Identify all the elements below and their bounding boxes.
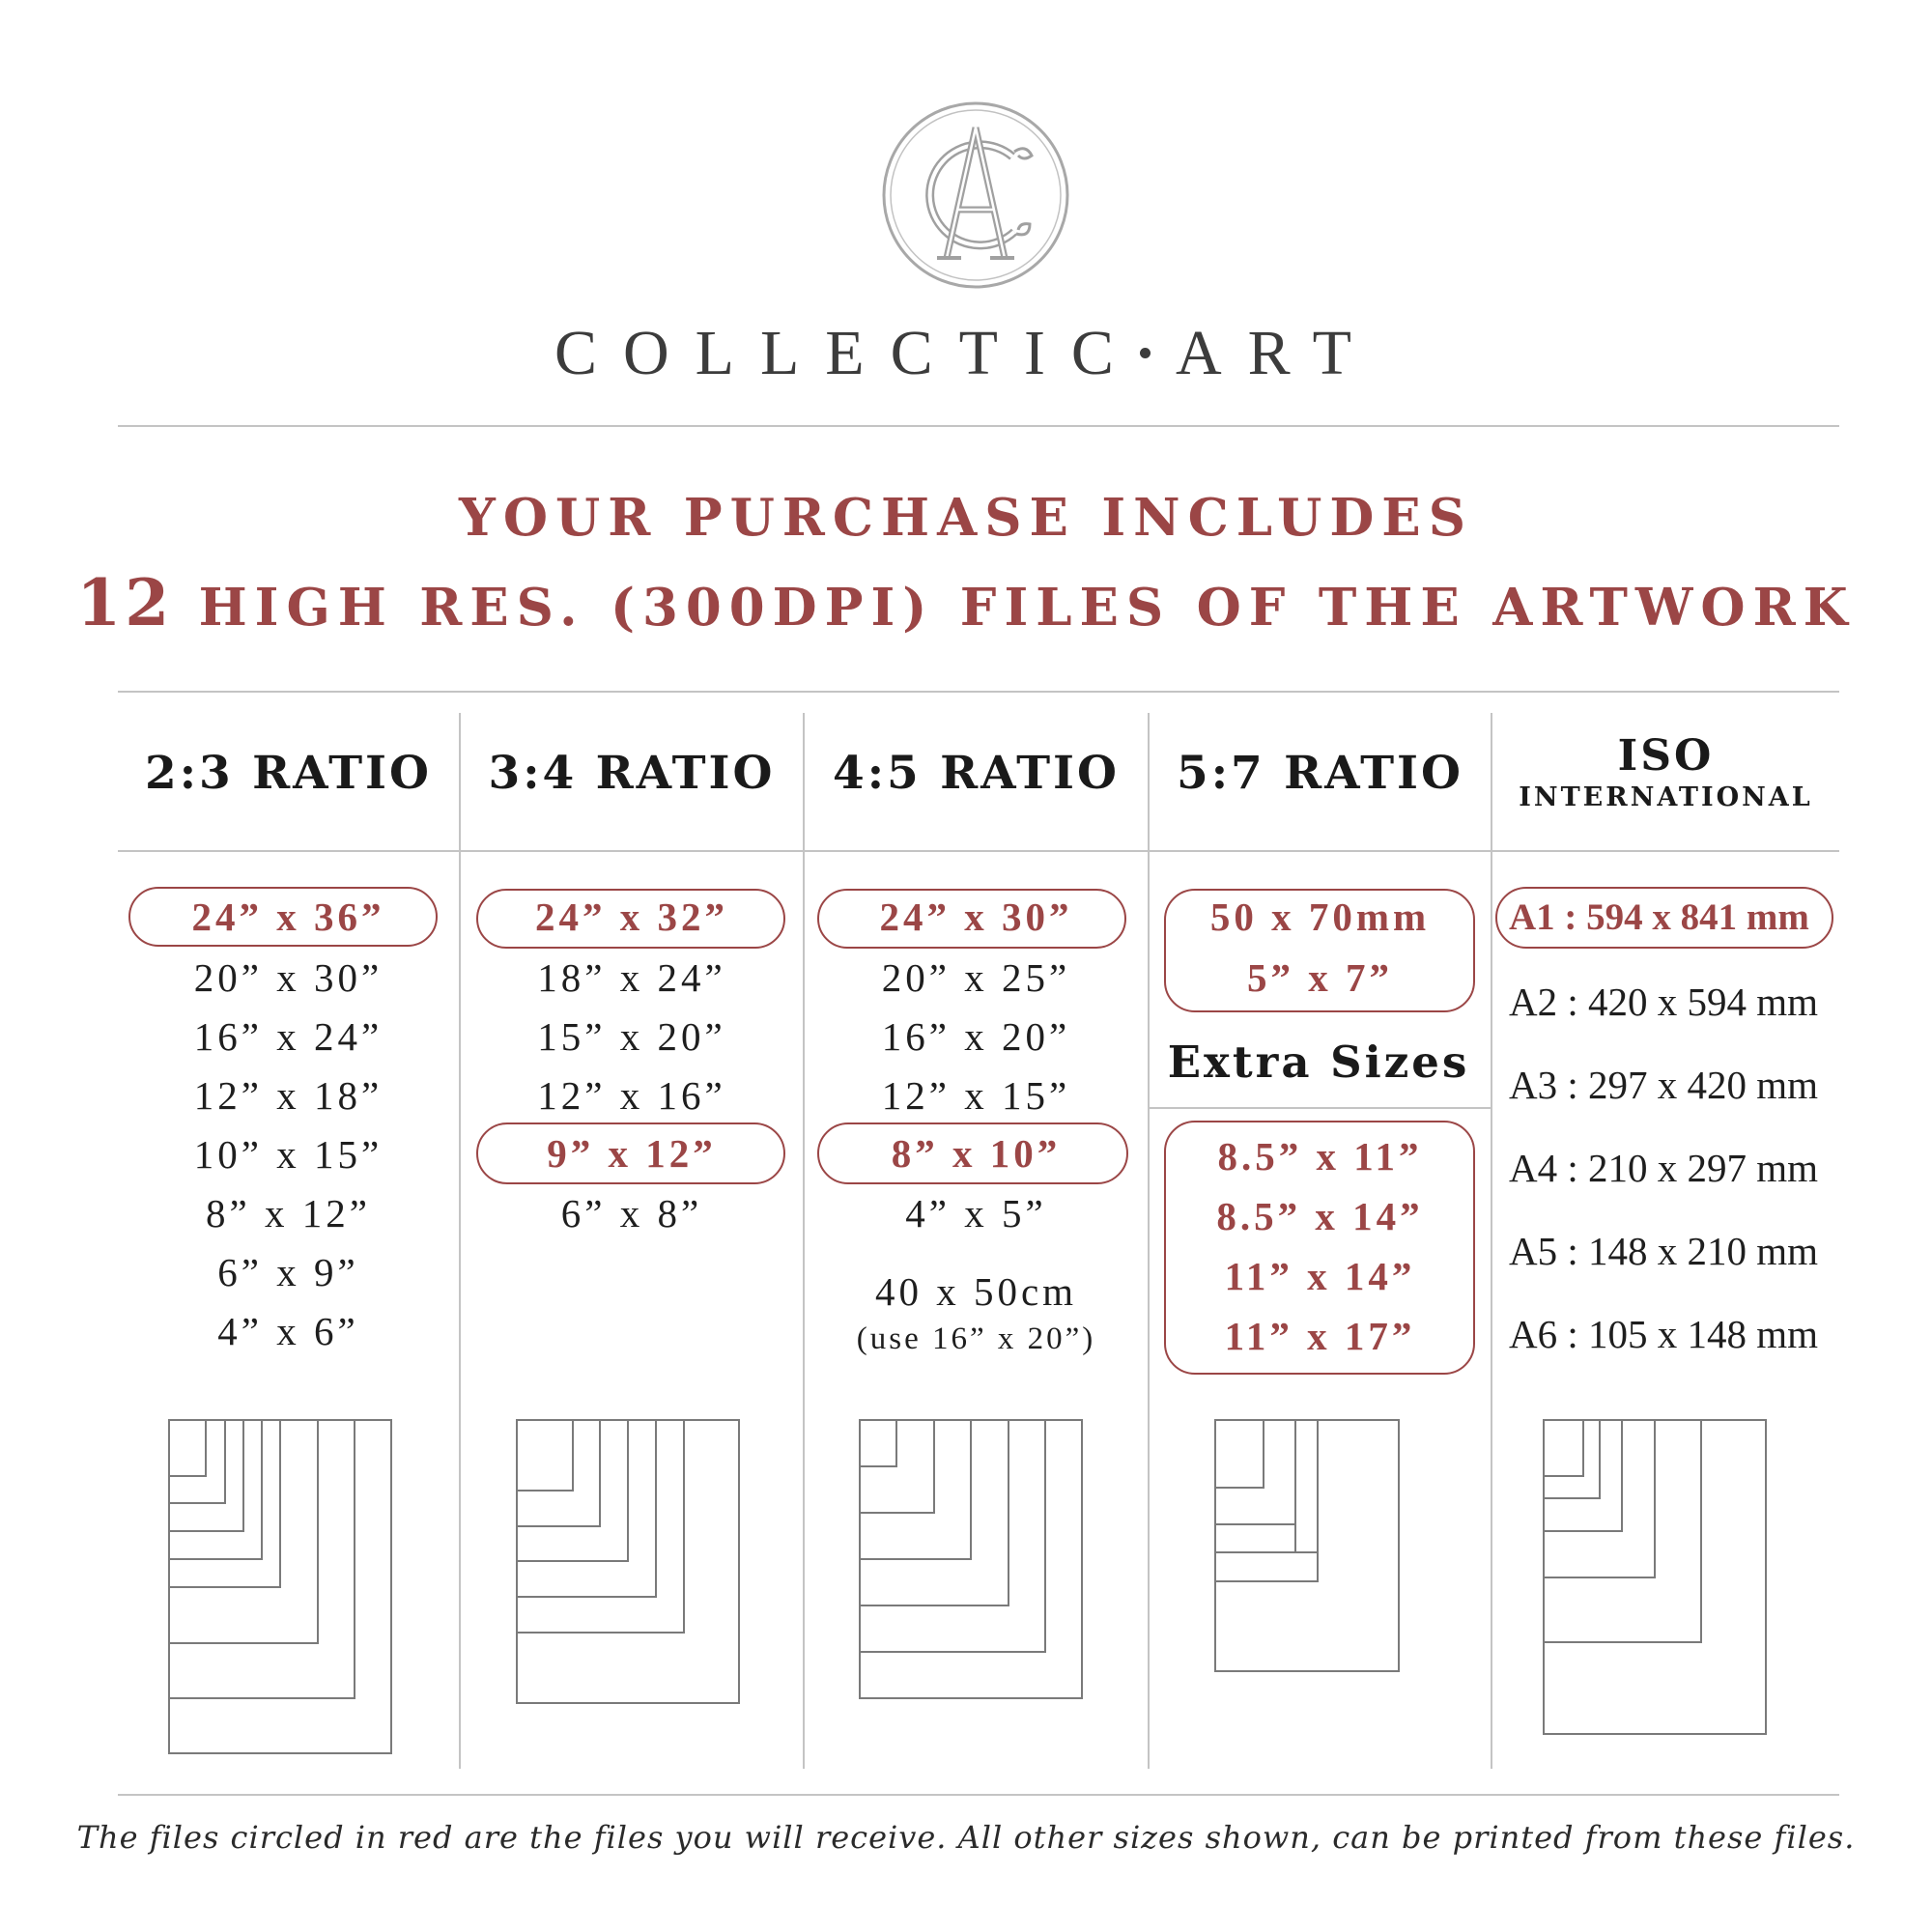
title-line-2: 12 HIGH RES. (300DPI) FILES OF THE ARTWORK [76, 565, 1856, 640]
column-subheading-iso: INTERNATIONAL [1519, 782, 1813, 812]
column-heading-2-3: 2:3 RATIO [145, 747, 432, 800]
title-line-1: YOUR PURCHASE INCLUDES [459, 488, 1473, 548]
size-item: 16” x 24” [193, 1014, 384, 1059]
size-item: 4” x 5” [905, 1191, 1047, 1236]
iso-size-item: A4 : 210 x 297 mm [1509, 1146, 1819, 1190]
brand-name: COLLECTIC ART [554, 318, 1378, 388]
size-item: 8” x 10” [891, 1131, 1062, 1176]
table-bottom-rule [118, 1794, 1839, 1796]
column-divider [459, 713, 461, 1769]
size-item: 6” x 8” [560, 1191, 703, 1236]
extra-sizes-heading: Extra Sizes [1167, 1037, 1470, 1088]
iso-size-item: A1 : 594 x 841 mm [1509, 896, 1809, 938]
header-bottom-rule [118, 850, 1839, 852]
size-item: 9” x 12” [547, 1131, 717, 1176]
iso-size-item: A5 : 148 x 210 mm [1509, 1229, 1819, 1273]
size-item: 6” x 9” [217, 1250, 359, 1294]
size-item: 18” x 24” [537, 955, 726, 1000]
size-item: 4” x 6” [217, 1309, 359, 1353]
size-item: 20” x 25” [881, 955, 1071, 1000]
size-item: 12” x 18” [193, 1073, 384, 1118]
size-item: 24” x 36” [191, 895, 385, 939]
size-diagram-iso [1539, 1415, 1771, 1739]
size-diagram-2-3 [164, 1415, 396, 1758]
size-diagram-3-4 [512, 1415, 744, 1710]
column-heading-5-7: 5:7 RATIO [1177, 747, 1463, 800]
size-item: 5” x 7” [1247, 955, 1393, 1000]
size-item: 20” x 30” [193, 955, 384, 1000]
column-divider [1491, 713, 1492, 1769]
iso-size-item: A3 : 297 x 420 mm [1509, 1063, 1819, 1107]
size-item: 10” x 15” [193, 1132, 384, 1177]
iso-size-item: A2 : 420 x 594 mm [1509, 980, 1819, 1024]
column-heading-4-5: 4:5 RATIO [833, 747, 1120, 800]
size-item: 11” x 17” [1224, 1314, 1416, 1358]
size-item: 8” x 12” [206, 1191, 371, 1236]
column-divider [803, 713, 805, 1769]
monogram-logo [879, 99, 1072, 292]
size-item: 11” x 14” [1224, 1254, 1416, 1298]
table-top-rule [118, 691, 1839, 693]
size-note: (use 16” x 20”) [856, 1321, 1096, 1356]
extra-sizes-rule [1150, 1107, 1492, 1109]
size-item: 8.5” x 14” [1216, 1194, 1424, 1238]
size-item: 12” x 15” [881, 1073, 1071, 1118]
size-diagram-5-7 [1210, 1415, 1404, 1676]
size-diagram-4-5 [855, 1415, 1087, 1703]
size-item: 15” x 20” [537, 1014, 726, 1059]
iso-size-item: A6 : 105 x 148 mm [1509, 1312, 1819, 1356]
size-item: 16” x 20” [881, 1014, 1071, 1059]
size-item-metric: 40 x 50cm [874, 1269, 1078, 1314]
size-item: 50 x 70mm [1209, 895, 1431, 939]
size-item: 24” x 32” [535, 895, 728, 939]
size-item: 12” x 16” [537, 1073, 726, 1118]
brand-separator-dot [1140, 348, 1151, 358]
size-item: 24” x 30” [879, 895, 1073, 939]
top-divider [118, 425, 1839, 427]
column-heading-iso: ISO [1617, 731, 1715, 781]
footer-note: The files circled in red are the files you will receive. All other sizes shown, can be printed from these files. [76, 1819, 1856, 1856]
column-divider [1148, 713, 1150, 1769]
column-heading-3-4: 3:4 RATIO [488, 747, 776, 800]
size-item: 8.5” x 11” [1217, 1134, 1423, 1179]
